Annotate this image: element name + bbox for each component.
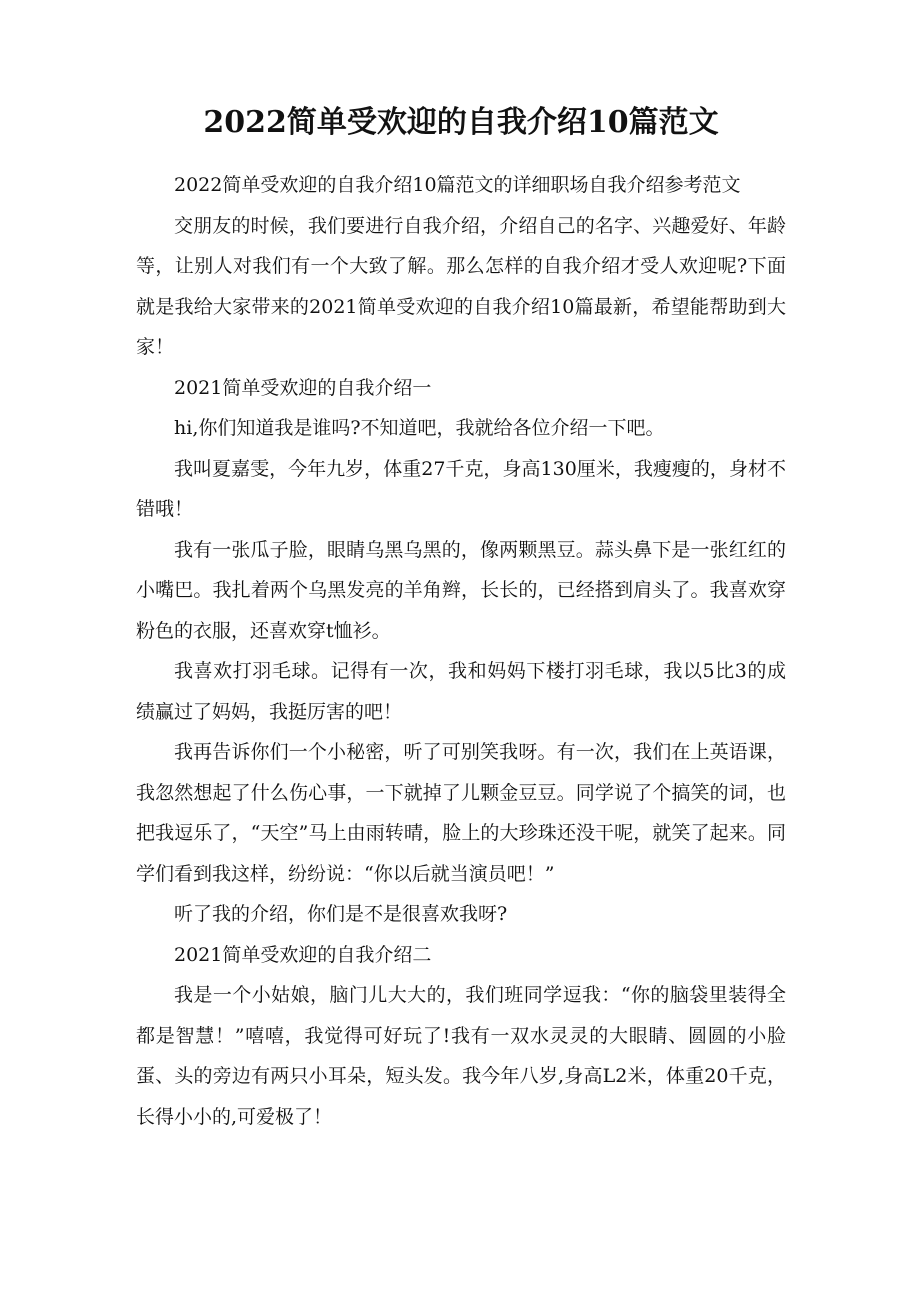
body-paragraph: 我再告诉你们一个小秘密，听了可别笑我呀。有一次，我们在上英语课，我忽然想起了什么伤心事，一下就掉了儿颗金豆豆。同学说了个搞笑的词，也把我逗乐了，“天空”马上由雨转晴，脸上的大珍珠还没干呢，就笑了起来。同学们看到我这样，纷纷说：“你以后就当演员吧！”: [136, 741, 786, 885]
body-paragraph: 听了我的介绍，你们是不是很喜欢我呀?: [174, 903, 508, 925]
intro-paragraph: 交朋友的时候，我们要进行自我介绍，介绍自己的名字、兴趣爱好、年龄等，让别人对我们有一个大致了解。那么怎样的自我介绍才受人欢迎呢?下面就是我给大家带来的2021简单受欢迎的自我介绍10篇最新，希望能帮助到大家！: [136, 214, 786, 358]
body-paragraph: 我是一个小姑娘，脑门儿大大的，我们班同学逗我：“你的脑袋里装得全都是智慧！”嘻嘻，我觉得可好玩了!我有一双水灵灵的大眼睛、圆圆的小脸蛋、头的旁边有两只小耳朵，短头发。我今年八岁,身高L2米，体重20千克，长得小小的,可爱极了！: [136, 984, 786, 1128]
body-paragraph: hi,你们知道我是谁吗?不知道吧，我就给各位介绍一下吧。: [174, 417, 665, 439]
body-paragraph: 我有一张瓜子脸，眼睛乌黑乌黑的，像两颗黑豆。蒜头鼻下是一张红红的小嘴巴。我扎着两个乌黑发亮的羊角辫，长长的，已经搭到肩头了。我喜欢穿粉色的衣服，还喜欢穿t恤衫。: [136, 538, 786, 642]
document-title: 2022简单受欢迎的自我介绍10篇范文: [203, 105, 719, 140]
body-paragraph: 我叫夏嘉雯，今年九岁，体重27千克，身高130厘米，我瘦瘦的，身材不错哦！: [136, 457, 786, 520]
body-paragraph: 我喜欢打羽毛球。记得有一次，我和妈妈下楼打羽毛球，我以5比3的成绩赢过了妈妈，我挺厉害的吧！: [136, 660, 786, 723]
section-heading-two: 2021简单受欢迎的自我介绍二: [174, 943, 432, 966]
subtitle-paragraph: 2022简单受欢迎的自我介绍10篇范文的详细职场自我介绍参考范文: [174, 174, 741, 196]
section-heading-one: 2021简单受欢迎的自我介绍一: [174, 376, 432, 399]
document-body: [136, 165, 786, 1137]
